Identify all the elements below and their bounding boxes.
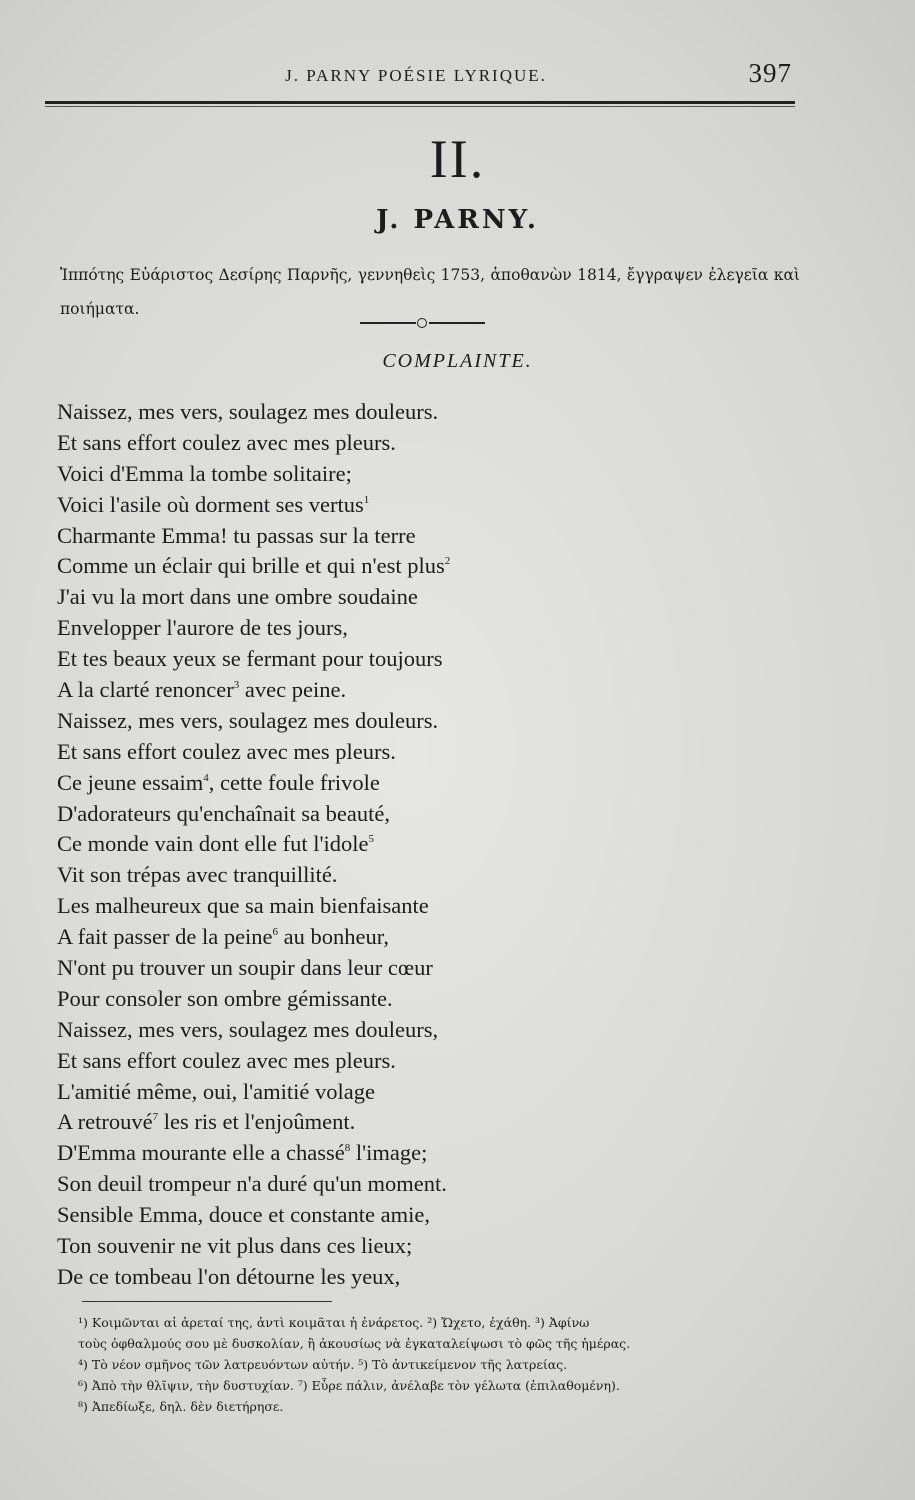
author-name: J. PARNY. <box>376 205 539 235</box>
footnote-line: ⁴) Τὸ νέον σμῆνος τῶν λατρευόντων αὐτήν. ⁵) Τὸ ἀντικείμενον τῆς λατρείας. <box>78 1357 568 1372</box>
verse-line <box>57 1200 817 1231</box>
footnote-marker: 8 <box>344 1142 351 1155</box>
verse-text: A fait passer de la peine <box>57 924 273 950</box>
verse-text: Voici l'asile où dorment ses vertus <box>57 491 364 517</box>
footnote-marker: 5 <box>368 833 374 846</box>
footnote-marker: 1 <box>363 493 370 506</box>
verse-text: De ce tombeau l'on détourne les yeux, <box>57 1263 401 1289</box>
verse-line <box>57 768 817 799</box>
verse-text: J'ai vu la mort dans une ombre soudaine <box>57 584 418 610</box>
verse-line <box>57 984 817 1015</box>
verse-line <box>57 799 817 830</box>
verse-text: Envelopper l'aurore de tes jours, <box>57 615 348 641</box>
section-number: II. <box>429 129 486 189</box>
verse-line <box>57 706 817 737</box>
verse-text: L'amitié même, oui, l'amitié volage <box>57 1078 376 1104</box>
verse-line <box>57 582 817 613</box>
verse-text: Ce monde vain dont elle fut l'idole <box>57 831 369 857</box>
verse-text: Vit son trépas avec tranquillité. <box>57 862 338 888</box>
verse-line <box>57 891 817 922</box>
page-number: 397 <box>748 58 792 88</box>
verse-text: Sensible Emma, douce et constante amie, <box>57 1202 431 1228</box>
verse-line <box>57 1169 817 1200</box>
verse-text: D'Emma mourante elle a chassé <box>57 1140 345 1166</box>
verse-line <box>57 1107 817 1138</box>
verse-text: Comme un éclair qui brille et qui n'est plus <box>57 553 445 579</box>
footnote-rule <box>82 1301 332 1302</box>
footnote-line: ¹) Κοιμῶνται αἱ ἀρεταί της, ἀντὶ κοιμᾶται ἡ ἐνάρετος. ²) Ὤχετο, ἐχάθη. ³) Ἀφίνω <box>78 1315 590 1330</box>
verse-text: Son deuil trompeur n'a duré qu'un moment. <box>57 1171 447 1197</box>
verse-text-continued: , cette foule frivole <box>208 769 380 795</box>
header-rule <box>45 101 795 107</box>
verse-line <box>57 1046 817 1077</box>
verse-line <box>57 737 817 768</box>
verse-text: Charmante Emma! tu passas sur la terre <box>57 522 416 548</box>
verse-text: Naissez, mes vers, soulagez mes douleurs. <box>57 707 439 733</box>
verse-line <box>57 1015 817 1046</box>
verse-text: Voici d'Emma la tombe solitaire; <box>57 460 352 486</box>
footnote-line: ⁸) Ἀπεδίωξε, δηλ. δὲν διετήρησε. <box>78 1399 284 1414</box>
verse-line <box>57 1262 817 1293</box>
footnote-marker: 6 <box>272 926 279 939</box>
verse-text: Les malheureux que sa main bienfaisante <box>57 893 429 919</box>
footnote-marker: 3 <box>233 679 240 692</box>
running-title: J. PARNY POÉSIE LYRIQUE. <box>285 66 547 85</box>
footnote-line: ⁶) Ἀπὸ τὴν θλῖψιν, τὴν δυστυχίαν. ⁷) Εὗρε πάλιν, ἀνέλαβε τὸν γέλωτα (ἐπιλαθομένη). <box>78 1378 620 1393</box>
verse-line <box>57 829 817 860</box>
verse-text: Et tes beaux yeux se fermant pour toujours <box>57 646 443 672</box>
verse-text: Et sans effort coulez avec mes pleurs. <box>57 1047 396 1073</box>
footnote-marker: 4 <box>203 771 209 784</box>
footnote-marker: 7 <box>152 1111 159 1124</box>
footnote-marker: 2 <box>444 555 451 568</box>
footnote-line: τοὺς ὀφθαλμούς σου μὲ δυσκολίαν, ἢ ἀκουσίως νὰ ἐγκαταλείψωσι τὸ φῶς τῆς ἡμέρας. <box>78 1336 631 1351</box>
verse-line <box>57 551 817 582</box>
verse-text-continued: au bonheur, <box>278 924 389 950</box>
footnotes <box>78 1312 838 1417</box>
author-bio: Ἱππότης Εὐάριστος Δεσίρης Παρνῆς, γεννηθεὶς 1753, ἀποθανὼν 1814, ἔγγραψεν ἐλεγεῖα καὶ ποιήματα. <box>60 266 800 318</box>
verse-text-continued: avec peine. <box>239 677 347 703</box>
poem-verses <box>57 397 817 1293</box>
verse-text: A la clarté renoncer <box>57 677 234 703</box>
verse-line <box>57 521 817 552</box>
verse-line <box>57 397 817 428</box>
verse-text: N'ont pu trouver un soupir dans leur cœur <box>57 955 433 981</box>
verse-text: A retrouvé <box>57 1109 153 1135</box>
divider-ornament <box>360 318 485 328</box>
verse-text: Ton souvenir ne vit plus dans ces lieux; <box>57 1233 413 1259</box>
verse-line <box>57 1138 817 1169</box>
verse-text: Pour consoler son ombre gémissante. <box>57 985 393 1011</box>
verse-line <box>57 1077 817 1108</box>
verse-line <box>57 1231 817 1262</box>
verse-line <box>57 613 817 644</box>
verse-line <box>57 490 817 521</box>
verse-text: Ce jeune essaim <box>57 769 204 795</box>
verse-line <box>57 953 817 984</box>
verse-line <box>57 644 817 675</box>
verse-text-continued: les ris et l'enjoûment. <box>158 1109 356 1135</box>
verse-text: Naissez, mes vers, soulagez mes douleurs, <box>57 1016 439 1042</box>
verse-text: Et sans effort coulez avec mes pleurs. <box>57 738 396 764</box>
verse-line <box>57 922 817 953</box>
verse-text-continued: l'image; <box>350 1140 428 1166</box>
poem-title: COMPLAINTE. <box>382 350 533 372</box>
verse-line <box>57 428 817 459</box>
verse-text: Naissez, mes vers, soulagez mes douleurs. <box>57 399 439 424</box>
running-head <box>40 58 792 94</box>
verse-text: Et sans effort coulez avec mes pleurs. <box>57 429 396 455</box>
verse-text: D'adorateurs qu'enchaînait sa beauté, <box>57 800 390 826</box>
verse-line <box>57 860 817 891</box>
verse-line <box>57 459 817 490</box>
verse-line <box>57 675 817 706</box>
